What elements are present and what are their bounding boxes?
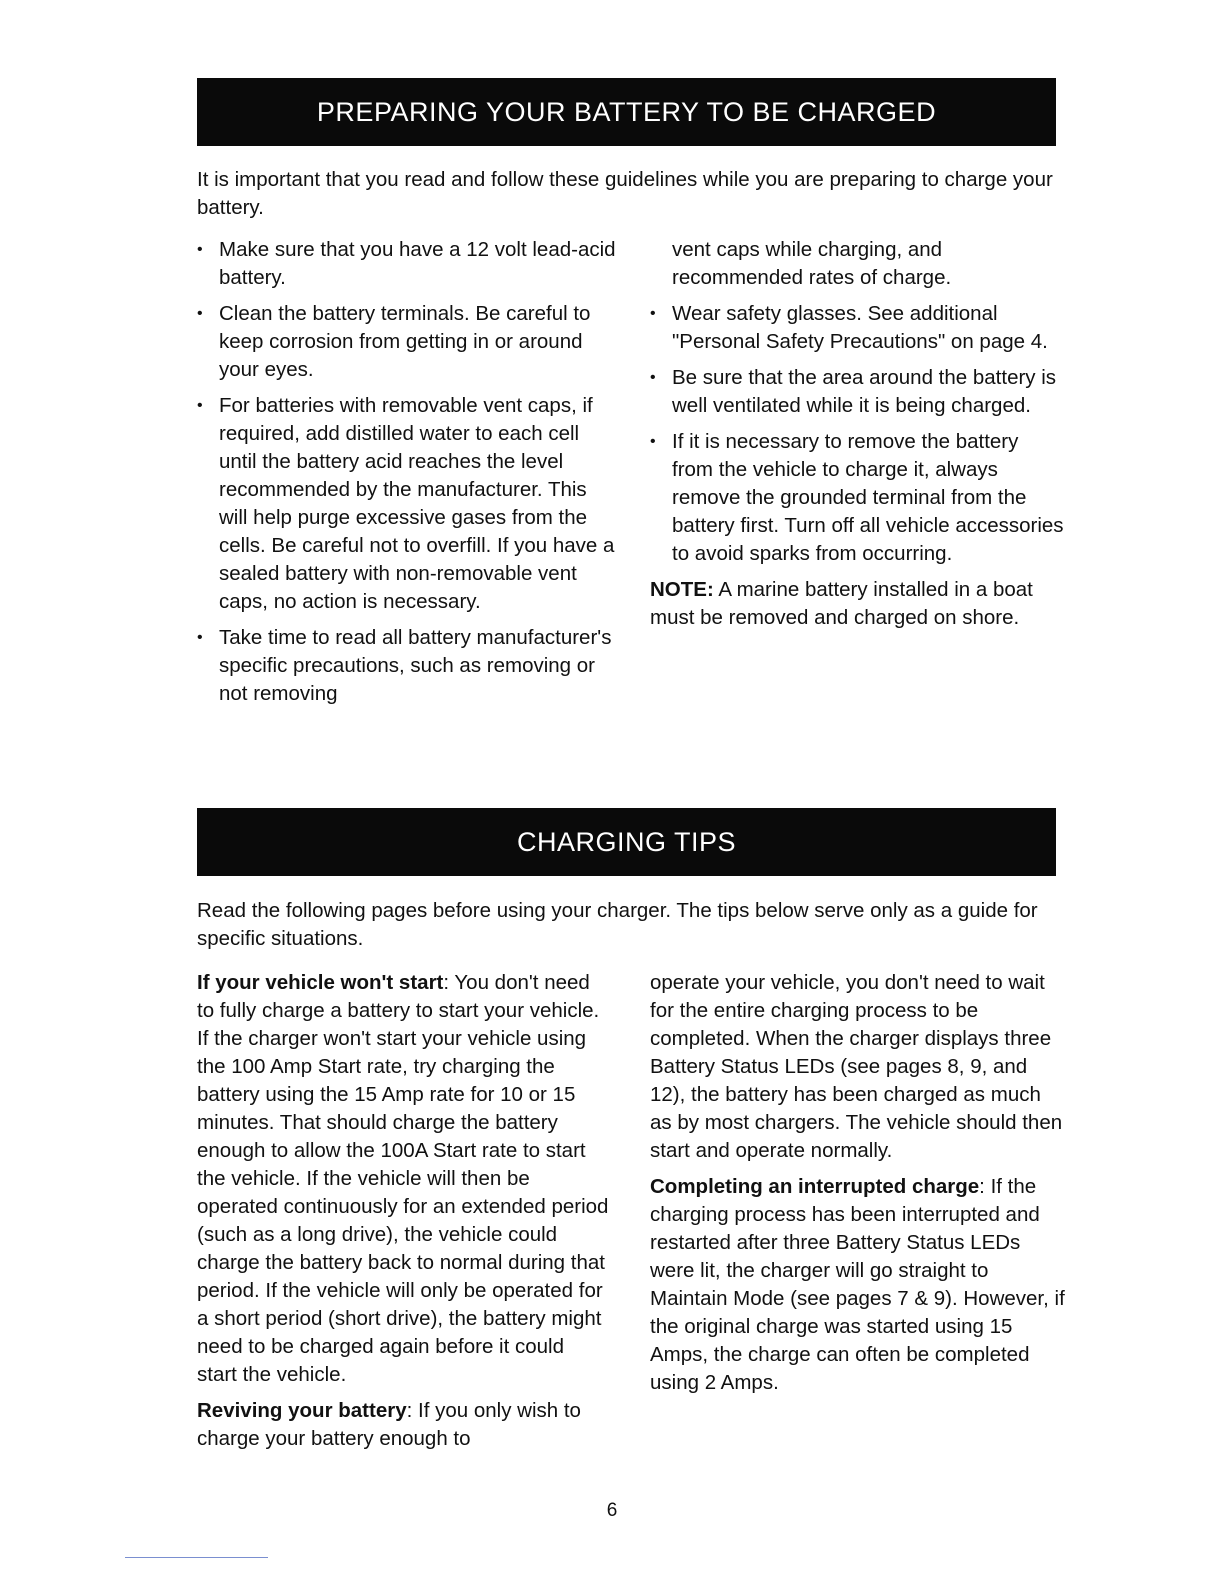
tip-interrupted-label: Completing an interrupted charge	[650, 1175, 980, 1198]
section-heading-charging-tips: CHARGING TIPS	[197, 808, 1056, 876]
tips-left-column	[197, 969, 609, 1461]
tip-reviving-continuation: operate your vehicle, you don't need to wait for the entire charging process to be completed. When the charger displays three Battery Status LEDs (see pages 8, 9, and 12), the battery has been charged as much as by most chargers. The vehicle should then start and operate normally.	[650, 971, 1063, 1162]
tip-interrupted-text: : If the charging process has been interrupted and restarted after three Battery Status LEDs were lit, the charger will go straight to Maintain Mode (see pages 7 & 9). However, if the original charge was started using 15 Amps, the charge can often be completed using 2 Amps.	[650, 1175, 1065, 1394]
tip-reviving-text: : If you only wish to charge your battery enough to	[197, 1399, 581, 1450]
bullet-item: • Wear safety glasses. See additional "Personal Safety Precautions" on page 4.	[650, 300, 1065, 356]
footer-rule	[125, 1557, 268, 1558]
section-intro-charging-tips: Read the following pages before using your charger. The tips below serve only as a guide for specific situations.	[197, 899, 1038, 950]
section-intro-preparing: It is important that you read and follow these guidelines while you are preparing to charge your battery.	[197, 168, 1053, 219]
tip-interrupted	[650, 1173, 1065, 1397]
bullet-item: • Clean the battery terminals. Be careful to keep corrosion from getting in or around your eyes.	[197, 300, 617, 384]
bullet-item: • For batteries with removable vent caps, if required, add distilled water to each cell until the battery acid reaches the level recommended by the manufacturer. This will help purge excessive gases from the cells. Be careful not to overfill. If you have a sealed battery with non-removable vent caps, no action is necessary.	[197, 392, 617, 616]
tip-reviving-label: Reviving your battery	[197, 1399, 407, 1422]
note-text: A marine battery installed in a boat must be removed and charged on shore.	[650, 578, 1033, 629]
tip-wont-start-label: If your vehicle won't start	[197, 971, 444, 994]
bullet-item: • Make sure that you have a 12 volt lead-acid battery.	[197, 236, 617, 292]
preparing-left-bullets	[197, 236, 617, 708]
bullet-item: • Be sure that the area around the battery is well ventilated while it is being charged.	[650, 364, 1065, 420]
tips-right-column	[650, 969, 1065, 1405]
preparing-right-bullets	[650, 300, 1065, 568]
note-paragraph	[650, 576, 1065, 632]
note-label: NOTE:	[650, 578, 714, 601]
bullet-item: • If it is necessary to remove the battery from the vehicle to charge it, always remove the grounded terminal from the battery first. Turn off all vehicle accessories to avoid sparks from occurring.	[650, 428, 1065, 568]
bullet-item: • Take time to read all battery manufacturer's specific precautions, such as removing or not removing	[197, 624, 617, 708]
preparing-right-column	[650, 236, 1065, 640]
tip-wont-start-text: : You don't need to fully charge a battery to start your vehicle. If the charger won't start your vehicle using the 100 Amp Start rate, try charging the battery using the 15 Amp rate for 10 or 15 minutes. That should charge the battery enough to allow the 100A Start rate to start the vehicle. If the vehicle will then be operated continuously for an extended period (such as a long drive), the vehicle could charge the battery back to normal during that period. If the vehicle will only be operated for a short period (short drive), the battery might need to be charged again before it could start the vehicle.	[197, 971, 609, 1386]
page-number: 6	[606, 1500, 618, 1521]
section-heading-preparing: PREPARING YOUR BATTERY TO BE CHARGED	[197, 78, 1056, 146]
preparing-left-column	[197, 236, 617, 716]
bullet-continuation: vent caps while charging, and recommended rates of charge.	[672, 238, 952, 289]
tip-wont-start	[197, 969, 609, 1389]
tip-reviving	[197, 1397, 609, 1453]
